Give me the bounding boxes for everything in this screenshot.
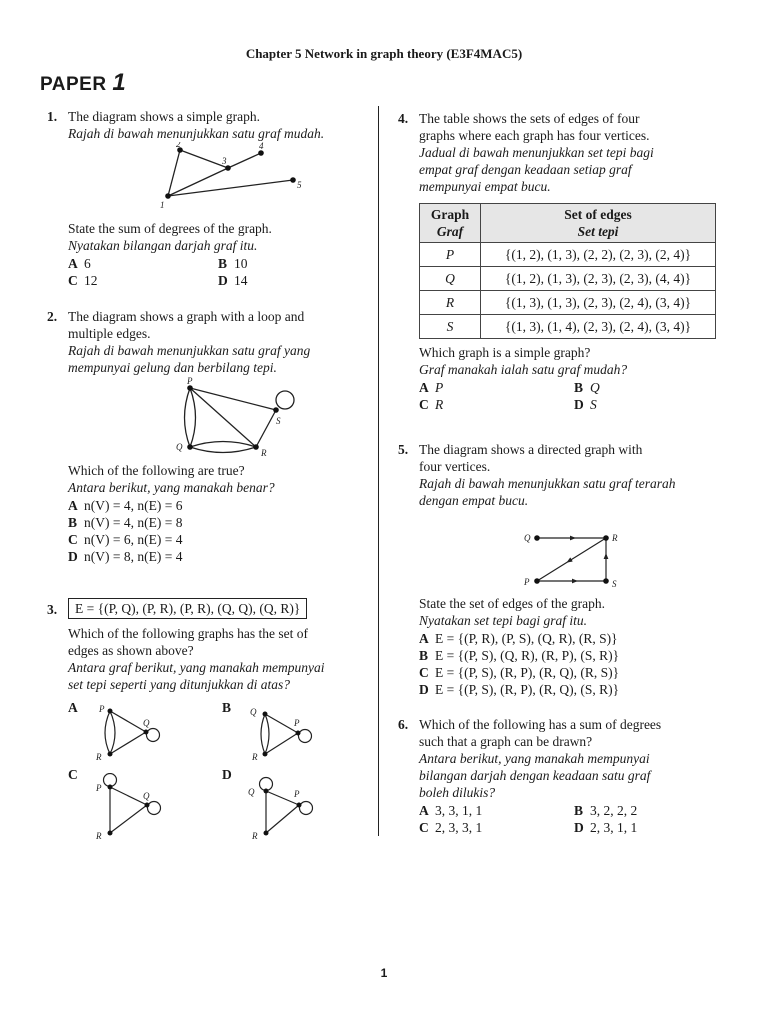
question-text-ms: Jadual di bawah menunjukkan set tepi bagi bbox=[419, 145, 654, 160]
graph-edge bbox=[110, 711, 115, 754]
option-d[interactable]: D 14 bbox=[218, 273, 248, 288]
question-text-en: four vertices. bbox=[419, 459, 491, 474]
question-text-en: graphs where each graph has four vertices. bbox=[419, 128, 650, 143]
graph-vertex bbox=[187, 385, 193, 391]
graph-edge bbox=[265, 714, 269, 754]
graph-vertex bbox=[253, 444, 259, 450]
question-text-en: Which of the following graphs has the set of bbox=[68, 626, 308, 641]
question-1 bbox=[47, 108, 372, 289]
question-ask-en: State the set of edges of the graph. bbox=[419, 596, 605, 611]
vertex-label: 3 bbox=[222, 156, 227, 166]
vertex-label: P bbox=[294, 789, 300, 799]
vertex-label: Q bbox=[143, 791, 150, 801]
graph-vertex bbox=[534, 578, 540, 584]
q5-directed-graph bbox=[509, 519, 649, 589]
graph-edge bbox=[261, 714, 265, 754]
graph-edge bbox=[190, 447, 256, 453]
graph-edge bbox=[110, 787, 147, 805]
graph-vertex bbox=[296, 731, 301, 736]
graph-vertex bbox=[290, 177, 296, 183]
vertex-label: R bbox=[252, 752, 258, 762]
option-d[interactable]: D S bbox=[574, 397, 597, 412]
question-text-ms: boleh dilukis? bbox=[419, 785, 496, 800]
graph-vertex bbox=[263, 712, 268, 717]
graph-vertex bbox=[258, 150, 264, 156]
graph-edge bbox=[110, 805, 147, 833]
option-a[interactable]: A E = {(P, R), (P, S), (Q, R), (R, S)} bbox=[419, 631, 618, 646]
question-number: 2. bbox=[47, 309, 58, 324]
option-label: A bbox=[68, 700, 78, 715]
question-text-en: Which of the following has a sum of degrees bbox=[419, 717, 662, 732]
vertex-label: S bbox=[612, 579, 617, 589]
paper-label: PAPER bbox=[40, 74, 107, 95]
graph-loop bbox=[147, 729, 160, 742]
graph-edge bbox=[168, 150, 180, 196]
question-ask-en: Which of the following are true? bbox=[68, 463, 245, 478]
question-text-ms: set tepi seperti yang ditunjukkan di atas? bbox=[68, 677, 290, 692]
question-text-ms: Rajah di bawah menunjukkan satu graf terarah bbox=[419, 476, 676, 491]
question-text-ms: Rajah di bawah menunjukkan satu graf yang bbox=[68, 343, 311, 358]
graph-loop bbox=[299, 730, 312, 743]
option-a[interactable]: A P bbox=[419, 380, 444, 395]
option-c[interactable]: C R bbox=[419, 397, 444, 412]
vertex-label: Q bbox=[524, 533, 531, 543]
question-3 bbox=[47, 598, 372, 693]
graph-edge bbox=[185, 388, 191, 447]
question-ask-ms: Antara berikut, yang manakah benar? bbox=[68, 480, 275, 495]
table-row: P {(1, 2), (1, 3), (2, 2), (2, 3), (2, 4)} bbox=[420, 243, 716, 267]
graph-vertex bbox=[225, 165, 231, 171]
vertex-label: 2 bbox=[176, 142, 181, 149]
option-d[interactable]: D 2, 3, 1, 1 bbox=[574, 820, 638, 835]
graph-edge bbox=[190, 388, 196, 447]
option-c[interactable]: C 2, 3, 3, 1 bbox=[419, 820, 483, 835]
question-2 bbox=[47, 308, 372, 565]
paper-number: 1 bbox=[112, 69, 127, 96]
question-ask-ms: Nyatakan set tepi bagi graf itu. bbox=[419, 613, 587, 628]
question-text-en: The table shows the sets of edges of four bbox=[419, 111, 640, 126]
graph-vertex bbox=[145, 803, 150, 808]
question-text-en: such that a graph can be drawn? bbox=[419, 734, 593, 749]
graph-vertex bbox=[534, 535, 540, 541]
option-a[interactable]: A 3, 3, 1, 1 bbox=[419, 803, 483, 818]
vertex-label: 4 bbox=[259, 142, 264, 151]
column-divider bbox=[378, 106, 379, 836]
question-ask-en: Which graph is a simple graph? bbox=[419, 345, 591, 360]
vertex-label: R bbox=[252, 831, 258, 841]
graph-edge bbox=[256, 410, 276, 447]
vertex-label: Q bbox=[250, 707, 257, 717]
q1-graph-diagram bbox=[146, 142, 306, 218]
vertex-label: P bbox=[96, 783, 102, 793]
vertex-label: P bbox=[524, 577, 530, 587]
edge-set-table bbox=[419, 203, 716, 339]
answer-options bbox=[68, 255, 372, 289]
graph-edge bbox=[265, 733, 298, 754]
vertex-label: P bbox=[187, 376, 193, 386]
question-text-ms: bilangan darjah dengan keadaan satu graf bbox=[419, 768, 651, 783]
question-5 bbox=[398, 441, 728, 698]
vertex-label: 5 bbox=[297, 180, 302, 190]
table-header-edges: Set of edges Set tepi bbox=[481, 204, 716, 243]
option-label: C bbox=[68, 767, 78, 782]
graph-vertex bbox=[603, 578, 609, 584]
q2-graph-diagram bbox=[173, 376, 313, 456]
vertex-label: R bbox=[612, 533, 618, 543]
paper-heading bbox=[40, 69, 126, 97]
question-6 bbox=[398, 716, 728, 836]
answer-options bbox=[419, 630, 728, 698]
question-text-ms: empat graf dengan keadaan setiap graf bbox=[419, 162, 632, 177]
graph-vertex bbox=[264, 789, 269, 794]
table-row: R {(1, 3), (1, 3), (2, 3), (2, 4), (3, 4)} bbox=[420, 291, 716, 315]
graph-vertex bbox=[603, 535, 609, 541]
option-c[interactable]: C 12 bbox=[68, 273, 98, 288]
graph-edge bbox=[266, 805, 299, 833]
question-text-ms: dengan empat bucu. bbox=[419, 493, 529, 508]
answer-options bbox=[68, 497, 372, 565]
graph-vertex bbox=[297, 803, 302, 808]
answer-options bbox=[419, 379, 728, 413]
graph-edge bbox=[180, 150, 228, 168]
question-number: 6. bbox=[398, 717, 409, 732]
vertex-label: R bbox=[96, 831, 102, 841]
graph-vertex bbox=[108, 709, 113, 714]
graph-loop bbox=[276, 391, 294, 409]
graph-edge bbox=[537, 538, 606, 581]
answer-options bbox=[419, 802, 728, 836]
option-c[interactable]: C E = {(P, S), (R, P), (R, Q), (R, S)} bbox=[419, 665, 620, 680]
question-number: 4. bbox=[398, 111, 409, 126]
option-label: B bbox=[222, 700, 232, 715]
question-ask-ms: Graf manakah ialah satu graf mudah? bbox=[419, 362, 628, 377]
graph-vertex bbox=[108, 831, 113, 836]
q3-graph-b bbox=[244, 702, 354, 764]
vertex-label: Q bbox=[143, 718, 150, 728]
graph-vertex bbox=[144, 730, 149, 735]
vertex-label: R bbox=[261, 448, 267, 456]
graph-edge bbox=[105, 711, 110, 754]
graph-edge bbox=[190, 442, 256, 448]
question-text-ms: Antara berikut, yang manakah mempunyai bbox=[419, 751, 650, 766]
vertex-label: R bbox=[96, 752, 102, 762]
page-title: Chapter 5 Network in graph theory (E3F4MAC5) bbox=[245, 46, 523, 61]
option-a[interactable]: A n(V) = 4, n(E) = 6 bbox=[68, 498, 183, 513]
table-header-row bbox=[420, 204, 716, 243]
question-number: 5. bbox=[398, 442, 409, 457]
option-b[interactable]: B Q bbox=[574, 380, 600, 395]
option-label: D bbox=[222, 767, 232, 782]
vertex-label: 1 bbox=[160, 200, 165, 210]
table-row: Q {(1, 2), (1, 3), (2, 3), (2, 3), (4, 4)} bbox=[420, 267, 716, 291]
table-header-graph: Graph Graf bbox=[420, 204, 481, 243]
graph-vertex bbox=[273, 407, 279, 413]
vertex-label: P bbox=[99, 704, 105, 714]
vertex-label: S bbox=[276, 416, 281, 426]
question-4 bbox=[398, 110, 728, 413]
question-text-ms: Rajah di bawah menunjukkan satu graf mudah. bbox=[68, 126, 325, 141]
graph-vertex bbox=[108, 785, 113, 790]
graph-loop bbox=[148, 802, 161, 815]
option-a[interactable]: A 6 bbox=[68, 256, 91, 271]
graph-edge bbox=[168, 180, 293, 196]
q3-graph-a bbox=[90, 702, 200, 764]
q3-graph-d bbox=[244, 773, 354, 843]
option-c[interactable]: C n(V) = 6, n(E) = 4 bbox=[68, 532, 183, 547]
graph-vertex bbox=[264, 831, 269, 836]
question-ask-ms: Nyatakan bilangan darjah graf itu. bbox=[68, 238, 258, 253]
question-text-en: The diagram shows a graph with a loop and bbox=[68, 309, 305, 324]
graph-loop bbox=[300, 802, 313, 815]
option-b[interactable]: B 3, 2, 2, 2 bbox=[574, 803, 638, 818]
question-text-ms: mempunyai gelung dan berbilang tepi. bbox=[68, 360, 277, 375]
graph-edge bbox=[228, 153, 261, 168]
vertex-label: Q bbox=[176, 442, 183, 452]
page-number: 1 bbox=[380, 966, 388, 980]
question-text-en: The diagram shows a directed graph with bbox=[419, 442, 643, 457]
question-text-ms: Antara graf berikut, yang manakah mempunyai bbox=[68, 660, 325, 675]
question-number: 1. bbox=[47, 109, 58, 124]
option-d[interactable]: D E = {(P, S), (R, P), (R, Q), (S, R)} bbox=[419, 682, 620, 697]
question-number: 3. bbox=[47, 602, 58, 617]
vertex-label: P bbox=[294, 718, 300, 728]
graph-vertex bbox=[108, 752, 113, 757]
question-ask-en: State the sum of degrees of the graph. bbox=[68, 221, 272, 236]
question-text-en: edges as shown above? bbox=[68, 643, 194, 658]
option-d[interactable]: D n(V) = 8, n(E) = 4 bbox=[68, 549, 183, 564]
option-b[interactable]: B n(V) = 4, n(E) = 8 bbox=[68, 515, 183, 530]
vertex-label: Q bbox=[248, 787, 255, 797]
table-row: S {(1, 3), (1, 4), (2, 3), (2, 4), (3, 4)} bbox=[420, 315, 716, 339]
question-text-en: The diagram shows a simple graph. bbox=[68, 109, 260, 124]
edge-set-box: E = {(P, Q), (P, R), (P, R), (Q, Q), (Q, R)} bbox=[68, 598, 307, 619]
option-b[interactable]: B E = {(P, S), (Q, R), (R, P), (S, R)} bbox=[419, 648, 620, 663]
option-b[interactable]: B 10 bbox=[218, 256, 248, 271]
question-text-ms: mempunyai empat bucu. bbox=[419, 179, 551, 194]
graph-vertex bbox=[263, 752, 268, 757]
q3-graph-c bbox=[90, 773, 200, 843]
graph-vertex bbox=[165, 193, 171, 199]
graph-vertex bbox=[187, 444, 193, 450]
question-text-en: multiple edges. bbox=[68, 326, 151, 341]
